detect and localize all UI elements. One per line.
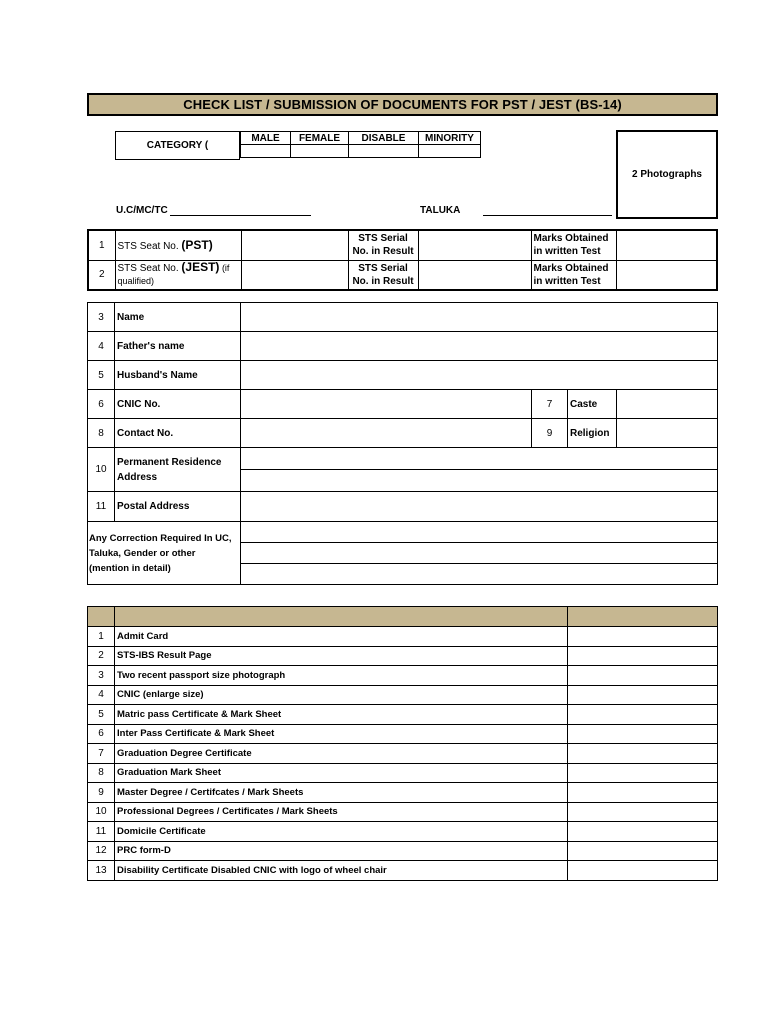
correction-field-1[interactable]	[241, 522, 718, 543]
caste-label: Caste	[568, 390, 617, 419]
row-number: 7	[88, 744, 115, 764]
document-label: Master Degree / Certifcates / Mark Sheets	[115, 783, 568, 803]
row-number: 5	[88, 705, 115, 725]
row-number: 5	[88, 361, 115, 390]
name-field[interactable]	[241, 303, 718, 332]
category-check-disable[interactable]	[349, 145, 419, 158]
correction-label: Any Correction Required In UC, Taluka, Gender or other (mention in detail)	[88, 522, 241, 585]
seat-pst-label: STS Seat No. (PST)	[115, 230, 241, 260]
document-label: Admit Card	[115, 627, 568, 647]
document-check-field[interactable]	[568, 822, 718, 842]
category-check-female[interactable]	[291, 145, 349, 158]
name-label: Name	[115, 303, 241, 332]
postal-address-label: Postal Address	[115, 492, 241, 522]
document-check-field[interactable]	[568, 627, 718, 647]
row-number: 8	[88, 763, 115, 783]
document-label: Two recent passport size photograph	[115, 666, 568, 686]
permanent-address-label: Permanent Residence Address	[115, 448, 241, 492]
header-cell	[88, 607, 115, 627]
personal-info-table	[87, 302, 718, 585]
correction-field-3[interactable]	[241, 564, 718, 585]
document-row	[88, 744, 718, 764]
row-number: 1	[88, 230, 115, 260]
row-number: 11	[88, 492, 115, 522]
row-number: 3	[88, 303, 115, 332]
marks-label: Marks Obtained in written Test	[531, 230, 616, 260]
husband-name-label: Husband's Name	[115, 361, 241, 390]
row-number: 13	[88, 861, 115, 881]
seat-table	[87, 229, 718, 291]
row-number: 2	[88, 260, 115, 290]
religion-field[interactable]	[617, 419, 718, 448]
row-number: 4	[88, 332, 115, 361]
row-number: 2	[88, 646, 115, 666]
document-label: PRC form-D	[115, 841, 568, 861]
document-row	[88, 724, 718, 744]
contact-field[interactable]	[241, 419, 532, 448]
postal-address-field[interactable]	[241, 492, 718, 522]
document-row	[88, 841, 718, 861]
document-label: Graduation Degree Certificate	[115, 744, 568, 764]
document-row	[88, 705, 718, 725]
document-row	[88, 802, 718, 822]
document-label: Domicile Certificate	[115, 822, 568, 842]
document-check-field[interactable]	[568, 744, 718, 764]
serial-label: STS Serial No. in Result	[348, 260, 418, 290]
cnic-field[interactable]	[241, 390, 532, 419]
seat-row-jest	[88, 260, 717, 290]
category-check-minority[interactable]	[419, 145, 481, 158]
document-check-field[interactable]	[568, 724, 718, 744]
correction-field-2[interactable]	[241, 543, 718, 564]
document-check-field[interactable]	[568, 646, 718, 666]
document-label: Inter Pass Certificate & Mark Sheet	[115, 724, 568, 744]
document-label: Matric pass Certificate & Mark Sheet	[115, 705, 568, 725]
document-label: CNIC (enlarge size)	[115, 685, 568, 705]
document-check-field[interactable]	[568, 841, 718, 861]
document-check-field[interactable]	[568, 783, 718, 803]
taluka-field[interactable]	[483, 215, 612, 216]
seat-row-pst	[88, 230, 717, 260]
category-label: CATEGORY (	[115, 131, 240, 160]
permanent-address-field-1[interactable]	[241, 448, 718, 470]
row-number: 6	[88, 724, 115, 744]
document-label: Disability Certificate Disabled CNIC with logo of wheel chair	[115, 861, 568, 881]
category-options-table	[240, 131, 481, 158]
caste-field[interactable]	[617, 390, 718, 419]
document-row	[88, 666, 718, 686]
document-row	[88, 763, 718, 783]
document-check-field[interactable]	[568, 802, 718, 822]
document-row	[88, 783, 718, 803]
checklist-header-row	[88, 607, 718, 627]
document-check-field[interactable]	[568, 666, 718, 686]
header-cell	[115, 607, 568, 627]
document-label: Graduation Mark Sheet	[115, 763, 568, 783]
row-number: 1	[88, 627, 115, 647]
document-row	[88, 627, 718, 647]
religion-label: Religion	[568, 419, 617, 448]
category-check-male[interactable]	[241, 145, 291, 158]
document-row	[88, 822, 718, 842]
father-name-label: Father's name	[115, 332, 241, 361]
row-number: 8	[88, 419, 115, 448]
page-title: CHECK LIST / SUBMISSION OF DOCUMENTS FOR PST / JEST (BS-14)	[87, 93, 718, 116]
document-check-field[interactable]	[568, 861, 718, 881]
father-name-field[interactable]	[241, 332, 718, 361]
row-number: 7	[532, 390, 568, 419]
document-check-field[interactable]	[568, 763, 718, 783]
uc-label: U.C/MC/TC	[116, 205, 168, 216]
permanent-address-field-2[interactable]	[241, 470, 718, 492]
row-number: 9	[532, 419, 568, 448]
contact-label: Contact No.	[115, 419, 241, 448]
serial-label: STS Serial No. in Result	[348, 230, 418, 260]
row-number: 4	[88, 685, 115, 705]
row-number: 10	[88, 448, 115, 492]
category-option-disable: DISABLE	[349, 132, 419, 145]
row-number: 3	[88, 666, 115, 686]
row-number: 10	[88, 802, 115, 822]
document-row	[88, 685, 718, 705]
document-rows	[88, 627, 718, 881]
taluka-label: TALUKA	[420, 205, 461, 216]
document-row	[88, 861, 718, 881]
category-option-female: FEMALE	[291, 132, 349, 145]
row-number: 6	[88, 390, 115, 419]
category-option-male: MALE	[241, 132, 291, 145]
photo-box: 2 Photographs	[616, 130, 718, 219]
cnic-label: CNIC No.	[115, 390, 241, 419]
header-cell	[568, 607, 718, 627]
document-label: STS-IBS Result Page	[115, 646, 568, 666]
document-check-field[interactable]	[568, 705, 718, 725]
seat-jest-field[interactable]	[241, 260, 348, 290]
document-label: Professional Degrees / Certificates / Mark Sheets	[115, 802, 568, 822]
row-number: 12	[88, 841, 115, 861]
seat-jest-label: STS Seat No. (JEST) (if qualified)	[115, 260, 241, 290]
seat-pst-field[interactable]	[241, 230, 348, 260]
marks-jest-field[interactable]	[616, 260, 717, 290]
marks-pst-field[interactable]	[616, 230, 717, 260]
document-row	[88, 646, 718, 666]
row-number: 9	[88, 783, 115, 803]
serial-pst-field[interactable]	[418, 230, 531, 260]
serial-jest-field[interactable]	[418, 260, 531, 290]
marks-label: Marks Obtained in written Test	[531, 260, 616, 290]
husband-name-field[interactable]	[241, 361, 718, 390]
document-check-field[interactable]	[568, 685, 718, 705]
category-option-minority: MINORITY	[419, 132, 481, 145]
documents-checklist-table	[87, 606, 718, 881]
row-number: 11	[88, 822, 115, 842]
uc-field[interactable]	[170, 215, 311, 216]
